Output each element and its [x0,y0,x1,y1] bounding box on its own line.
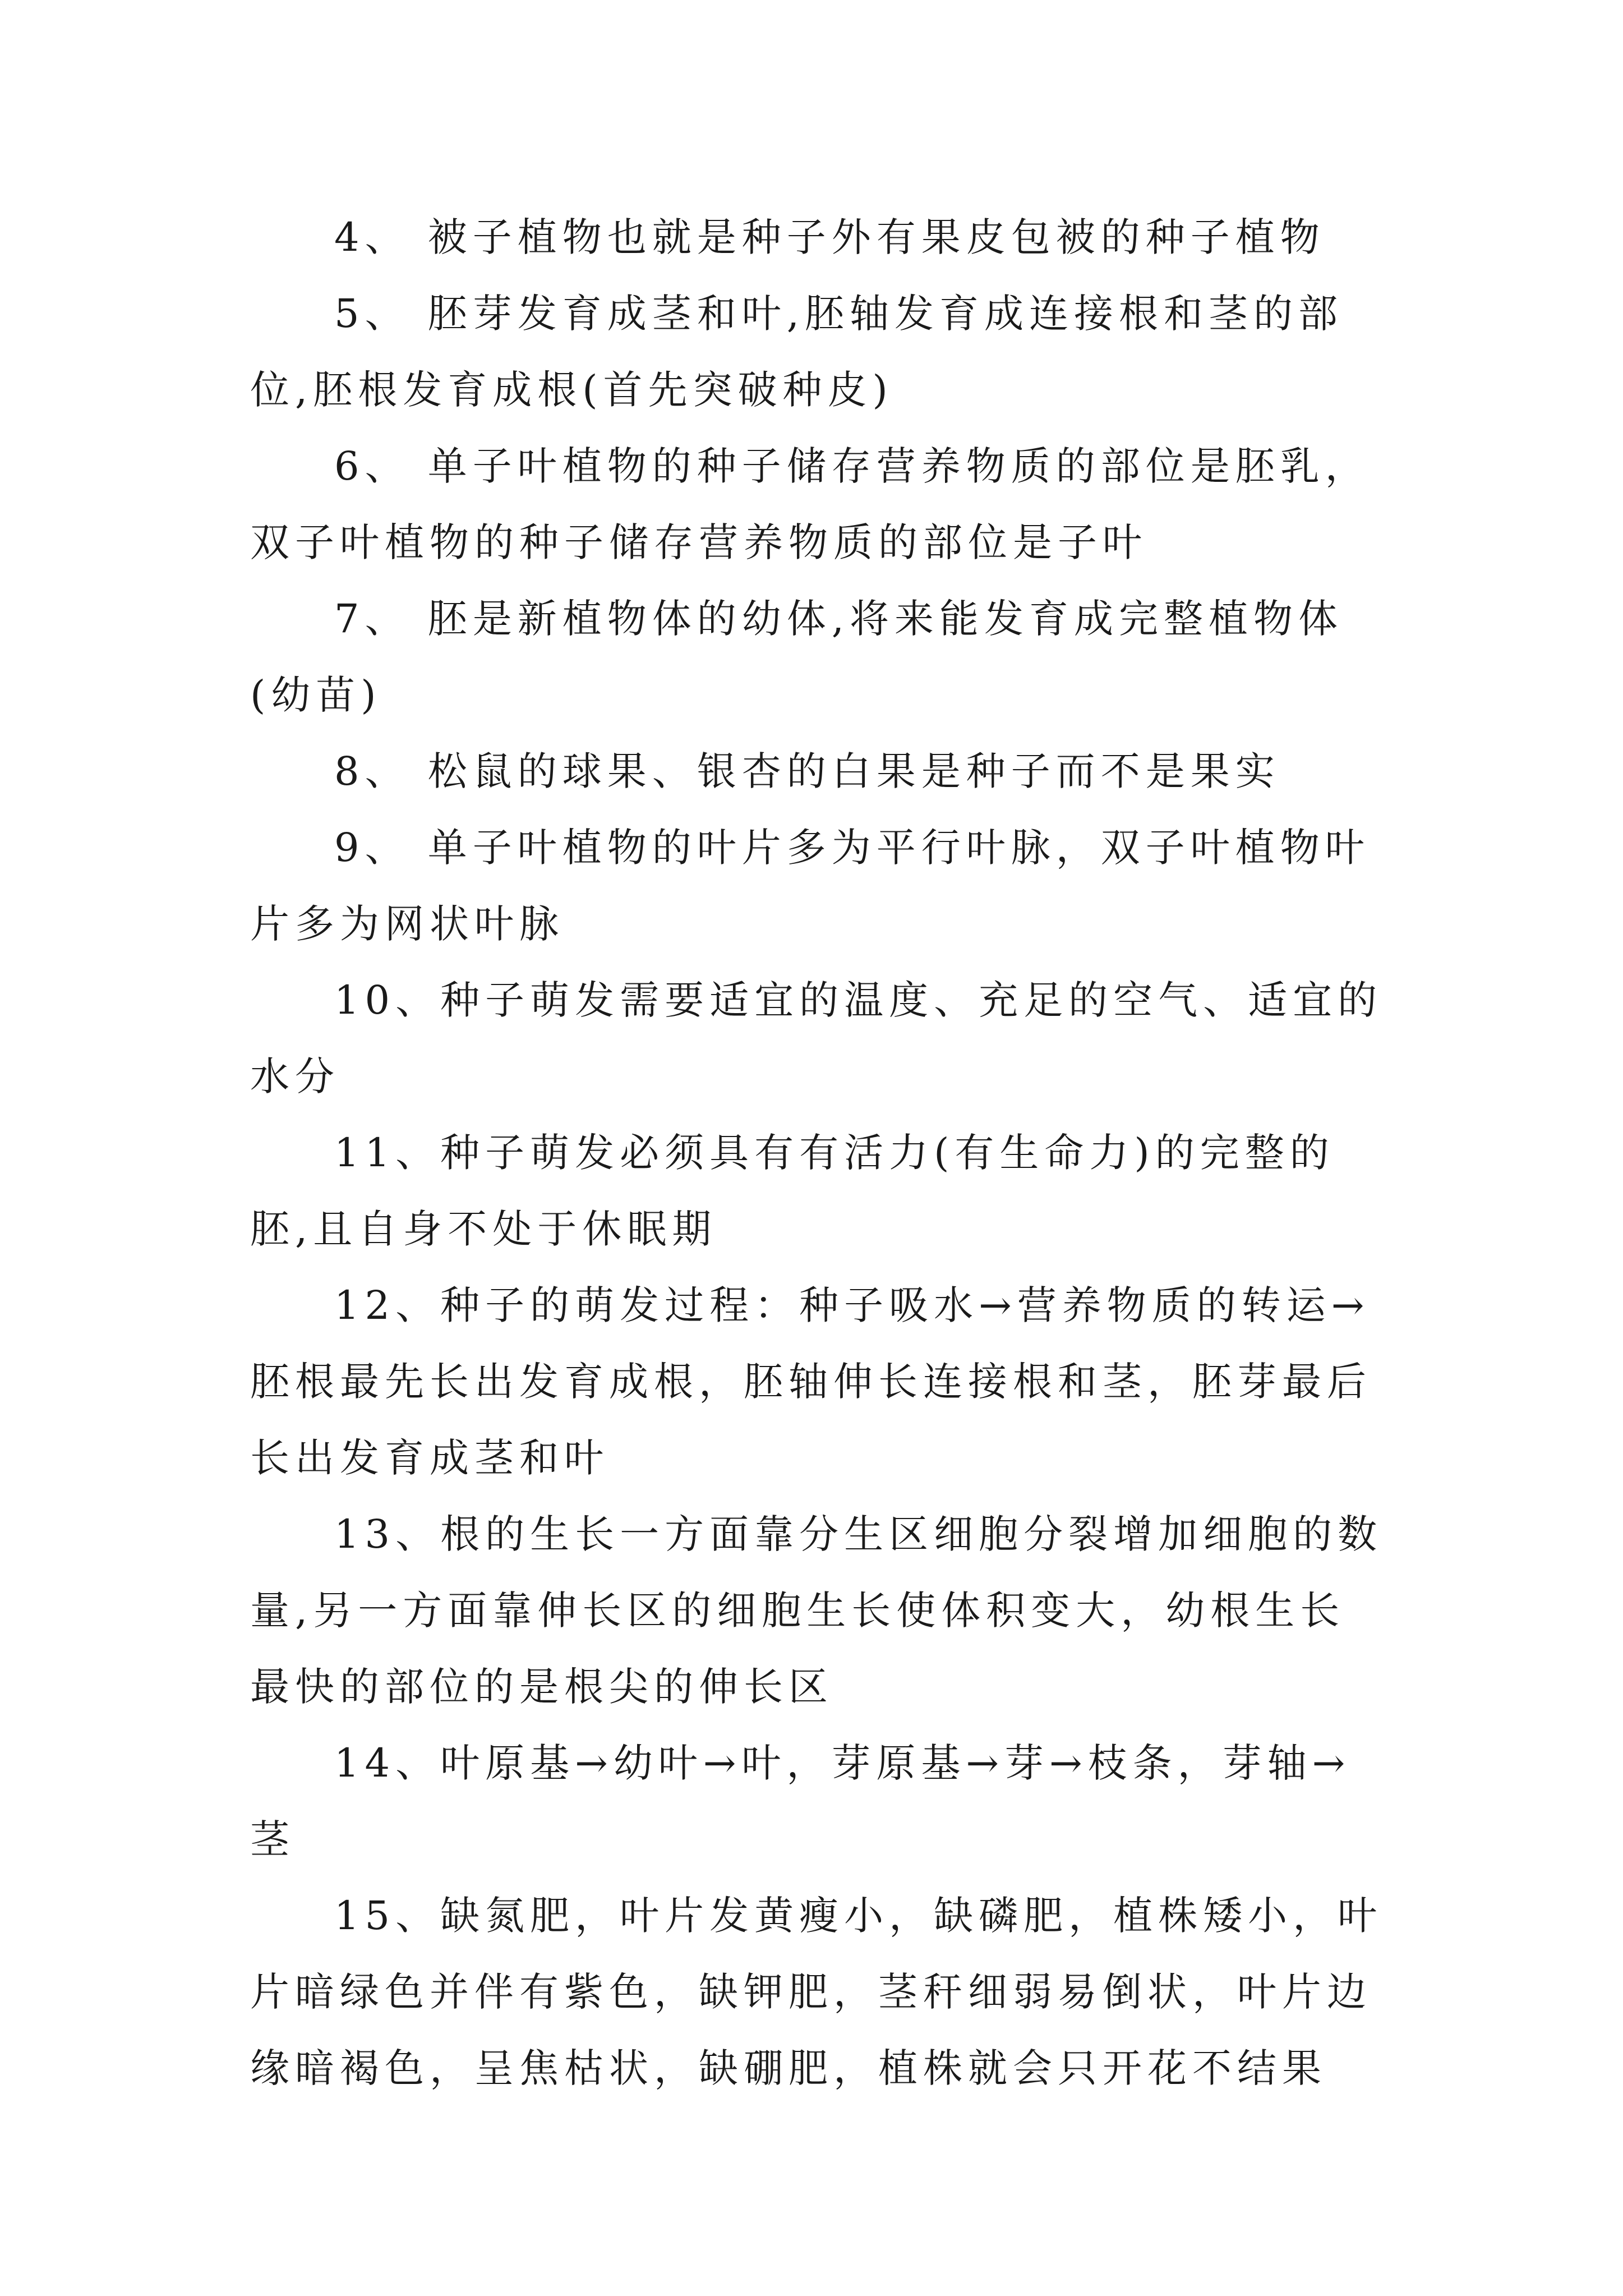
paragraph-item-15: 15、缺氮肥，叶片发黄瘦小，缺磷肥，植株矮小，叶片暗绿色并伴有紫色，缺钾肥，茎秆细弱易倒状，叶片边缘暗褐色，呈焦枯状，缺硼肥，植株就会只开花不结果 [250,1893,1383,2091]
paragraph-item-9: 9、 单子叶植物的叶片多为平行叶脉，双子叶植物叶片多为网状叶脉 [250,825,1370,947]
paragraph-item-14: 14、叶原基→幼叶→叶，芽原基→芽→枝条，芽轴→茎 [250,1740,1351,1862]
paragraph-item-4: 4、 被子植物也就是种子外有果皮包被的种子植物 [334,214,1325,260]
paragraph-item-5: 5、 胚芽发育成茎和叶,胚轴发育成连接根和茎的部位,胚根发育成根(首先突破种皮) [250,291,1344,413]
paragraph-item-8: 8、 松鼠的球果、银杏的白果是种子而不是果实 [334,748,1280,794]
paragraph-item-10: 10、种子萌发需要适宜的温度、充足的空气、适宜的水分 [250,977,1383,1099]
paragraph-item-12: 12、种子的萌发过程：种子吸水→营养物质的转运→胚根最先长出发育成根，胚轴伸长连接根和茎，胚芽最后长出发育成茎和叶 [250,1282,1372,1481]
paragraph-item-13: 13、根的生长一方面靠分生区细胞分裂增加细胞的数量,另一方面靠伸长区的细胞生长使体积变大，幼根生长最快的部位的是根尖的伸长区 [250,1511,1383,1710]
paragraph-item-11: 11、种子萌发必须具有有活力(有生命力)的完整的胚,且自身不处于休眠期 [250,1130,1335,1252]
document-body [250,199,1389,2106]
paragraph-item-6: 6、 单子叶植物的种子储存营养物质的部位是胚乳，双子叶植物的种子储存营养物质的部位是子叶 [250,443,1370,565]
paragraph-item-7: 7、 胚是新植物体的幼体,将来能发育成完整植物体(幼苗) [250,596,1344,718]
